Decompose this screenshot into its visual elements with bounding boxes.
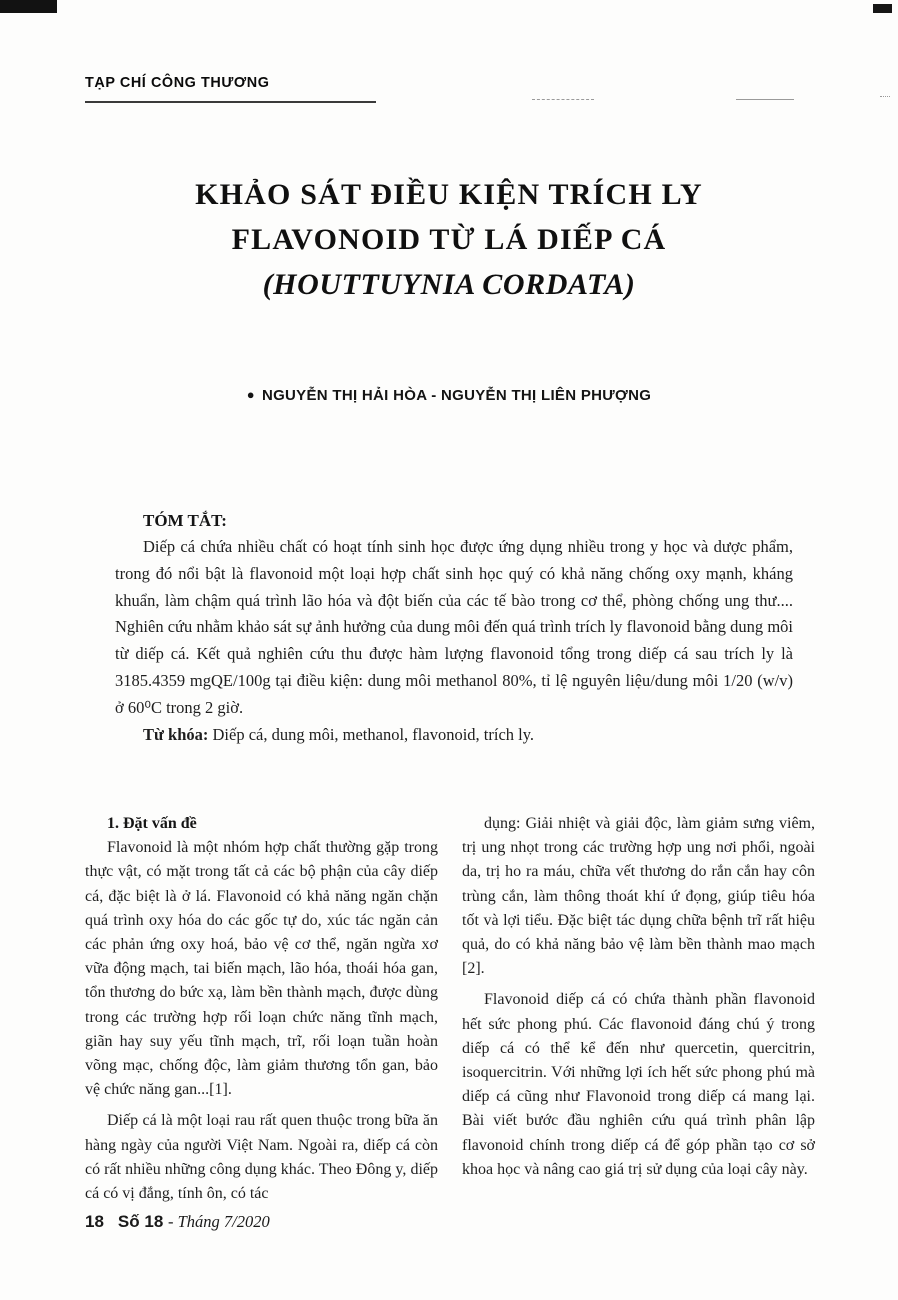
issue-label: Số 18 [117,1212,164,1231]
abstract-text: Diếp cá chứa nhiều chất có hoạt tính sinh học được ứng dụng nhiều trong y học và dược phẩm, trong đó nổi bật là flavonoid một loại hợp chất sinh học quý có khả năng chống oxy mạnh, kháng khuẩn, làm chậm quá trình lão hóa và đột biến của các tế bào trong cơ thể, phòng chống ung thư.... Nghiên cứu nhằm khảo sát sự ảnh hưởng của dung môi đến quá trình trích ly flavonoid bằng dung môi từ diếp cá. Kết quả nghiên cứu thu được hàm lượng flavonoid tổng trong diếp cá sau trích ly là 3185.4359 mgQE/100g tại điều kiện: dung môi methanol 80%, tỉ lệ nguyên liệu/dung môi 1/20 (w/v) ở 60⁰C trong 2 giờ. [115,537,793,717]
bullet-icon: ● [246,387,255,402]
scan-artifact-dash [736,99,794,100]
page-footer [85,1212,270,1232]
left-column [85,812,438,1206]
body-paragraph: Diếp cá là một loại rau rất quen thuộc trong bữa ăn hàng ngày của người Việt Nam. Ngoài ra, diếp cá còn có rất nhiều những công dụng khác. Theo Đông y, diếp cá có vị đắng, tính ôn, có tác [85,1112,438,1203]
keywords-line [115,722,793,749]
keywords-text: Diếp cá, dung môi, methanol, flavonoid, trích ly. [208,724,535,744]
section-heading: 1. Đặt vấn đề [107,815,197,832]
issue-date: - Tháng 7/2020 [168,1212,270,1231]
authors-names: NGUYỄN THỊ HẢI HÒA - NGUYỄN THỊ LIÊN PHƯỢNG [261,387,652,404]
abstract-heading: TÓM TẮT: [143,511,227,530]
right-column [462,812,815,1206]
article-title-line-2: FLAVONOID TỪ LÁ DIẾP CÁ [231,223,667,256]
article-title [0,172,898,307]
body-paragraph: Flavonoid là một nhóm hợp chất thường gặp trong thực vật, có mặt trong tất cả các bộ phận của cây diếp cá, đặc biệt là ở lá. Flavonoid có khả năng ngăn chặn quá trình oxy hóa do các gốc tự do, xúc tác ngăn cản các phản ứng oxy hoá, bảo vệ cơ thể, ngăn ngừa xơ vữa động mạch, tai biến mạch, lão hóa, thoái hóa gan, tổn thương do bức xạ, làm bền thành mạch, được dùng trong các trường hợp rối loạn chức năng tĩnh mạch, giãn hay suy yếu tĩnh mạch, trĩ, rối loạn tuần hoàn võng mạc, chống độc, làm giảm thương tổn gan, bảo vệ chức năng gan...[1]. [85,839,438,1099]
scan-artifact-dot [880,96,890,97]
article-title-line-3: (HOUTTUYNIA CORDATA) [262,268,636,301]
scan-artifact-dash [532,99,594,100]
journal-masthead: TẠP CHÍ CÔNG THƯƠNG [85,74,270,91]
abstract-section [115,511,793,748]
masthead-rule [85,101,376,103]
article-body [85,812,816,1206]
body-paragraph: dụng: Giải nhiệt và giải độc, làm giảm sưng viêm, trị ung nhọt trong các trường hợp ung nơi phổi, ngoài da, trị ho ra máu, chữa vết thương do rắn cắn hay côn trùng cắn, làm thông thoát khí ứ đọng, giúp tiêu hóa tốt và lợi tiểu. Đặc biệt tác dụng chữa bệnh trĩ rất hiệu quả, do có khả năng bảo vệ làm bền thành mao mạch [2]. [462,815,815,978]
scan-artifact-top-right [873,4,892,13]
body-paragraph: Flavonoid diếp cá có chứa thành phần flavonoid hết sức phong phú. Các flavonoid đáng chú ý trong diếp cá có thể kể đến như quercetin, quercitrin, isoquercitrin. Với những lợi ích hết sức phong phú mà diếp cá cũng như Flavonoid trong diếp cá mang lại. Bài viết bước đầu nghiên cứu quá trình phân lập flavonoid chính trong diếp cá để góp phần tạo cơ sở khoa học và nâng cao giá trị sử dụng của loại cây này. [462,991,815,1178]
authors-line [0,387,898,404]
page-number: 18 [85,1212,104,1231]
scan-artifact-top-left [0,0,57,13]
article-title-line-1: KHẢO SÁT ĐIỀU KIỆN TRÍCH LY [195,178,703,211]
keywords-label: Từ khóa: [143,724,209,744]
